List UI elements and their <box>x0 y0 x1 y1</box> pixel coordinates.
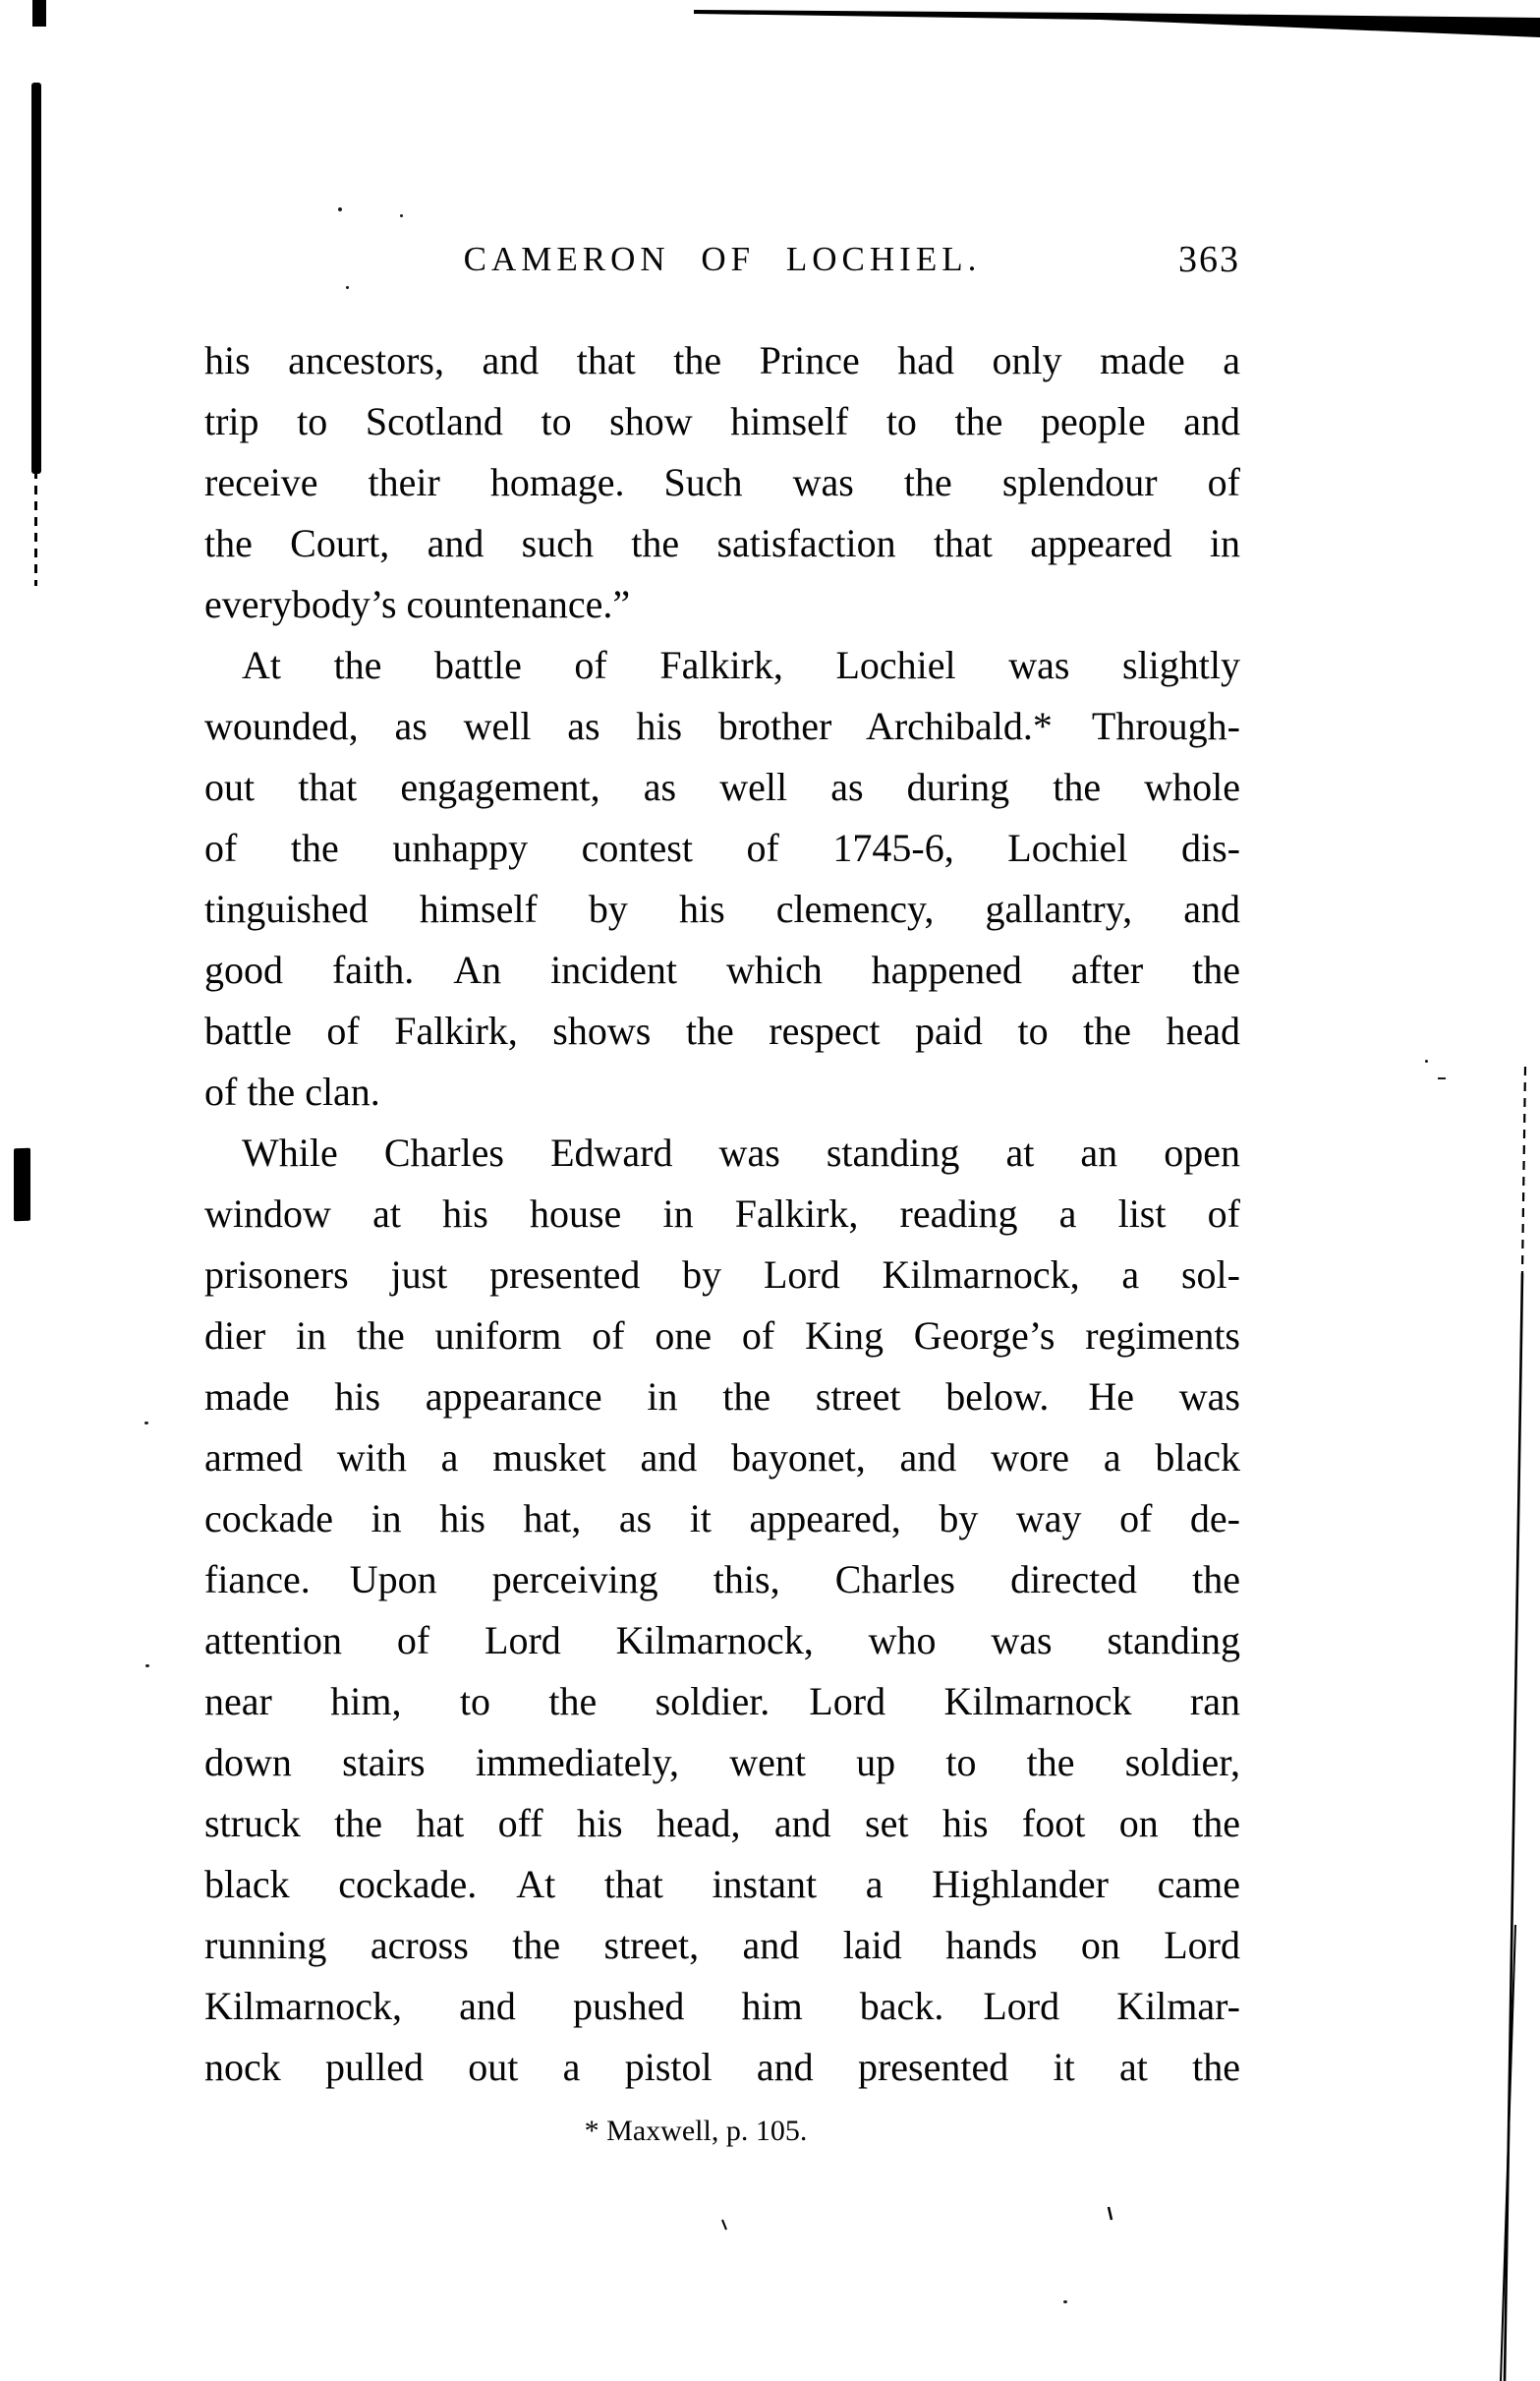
text-line: prisoners just presented by Lord Kilmarnock, a sol- <box>204 1252 1240 1297</box>
text-line: While Charles Edward was standing at an open <box>242 1131 1240 1175</box>
text-line: attention of Lord Kilmarnock, who was standing <box>204 1618 1240 1662</box>
text-line: running across the street, and laid hands on Lord <box>204 1923 1240 1967</box>
text-line: window at his house in Falkirk, reading a list of <box>204 1191 1240 1236</box>
scan-artifact-right-line-2 <box>1501 1925 1515 2381</box>
dust-speck <box>346 286 349 289</box>
scan-artifact-right-line <box>1505 1273 1522 2381</box>
text-line: fiance. Upon perceiving this, Charles directed the <box>204 1557 1240 1601</box>
scan-artifact-left-bar-thin <box>34 470 37 586</box>
scan-artifact-right-line-dashed <box>1522 1067 1525 1273</box>
text-line: near him, to the soldier. Lord Kilmarnock ran <box>204 1679 1240 1723</box>
page-number: 363 <box>1178 239 1240 280</box>
dust-speck <box>400 214 403 217</box>
dust-speck <box>1425 1060 1428 1063</box>
text-line: of the clan. <box>204 1070 380 1114</box>
scan-artifact-tick-2 <box>722 2220 726 2230</box>
text-line: out that engagement, as well as during the whole <box>204 765 1240 809</box>
running-head <box>204 240 1240 291</box>
body-text <box>204 330 1240 2098</box>
text-line: battle of Falkirk, shows the respect paid to the head <box>204 1009 1240 1053</box>
scan-artifact-left-blob <box>14 1148 30 1222</box>
text-line: cockade in his hat, as it appeared, by way of de- <box>204 1496 1240 1540</box>
text-line: dier in the uniform of one of King George’s regiments <box>204 1313 1240 1358</box>
dust-speck <box>144 1422 148 1424</box>
dust-speck <box>1438 1077 1446 1079</box>
dust-speck <box>145 1664 149 1667</box>
text-line: armed with a musket and bayonet, and wore a black <box>204 1435 1240 1480</box>
text-line: struck the hat off his head, and set his foot on the <box>204 1801 1240 1845</box>
text-line: the Court, and such the satisfaction that appeared in <box>204 521 1240 565</box>
text-line: down stairs immediately, went up to the soldier, <box>204 1740 1240 1784</box>
text-line: everybody’s countenance.” <box>204 582 631 626</box>
text-line: made his appearance in the street below. He was <box>204 1374 1240 1419</box>
text-line: black cockade. At that instant a Highlander came <box>204 1862 1240 1906</box>
text-line: Kilmarnock, and pushed him back. Lord Kilmar- <box>204 1984 1240 2028</box>
chapter-title: CAMERON OF LOCHIEL. <box>463 240 982 278</box>
text-line: At the battle of Falkirk, Lochiel was slightly <box>242 643 1240 687</box>
dust-speck <box>1063 2300 1067 2303</box>
scan-artifact-tick <box>1109 2207 1112 2220</box>
scan-artifact-left-bar <box>31 83 41 474</box>
scan-artifact-top-bar <box>694 10 1540 37</box>
scan-artifact-top-left-corner <box>32 0 46 27</box>
footnote: * Maxwell, p. 105. <box>584 2115 808 2147</box>
text-line: tinguished himself by his clemency, gallantry, and <box>204 887 1240 931</box>
text-line: receive their homage. Such was the splendour of <box>204 460 1240 504</box>
text-line: trip to Scotland to show himself to the people and <box>204 399 1240 443</box>
dust-speck <box>338 207 342 211</box>
text-line: good faith. An incident which happened after the <box>204 948 1240 992</box>
text-line: wounded, as well as his brother Archibald.* Through- <box>204 704 1240 748</box>
text-line: his ancestors, and that the Prince had only made a <box>204 338 1240 382</box>
text-line: of the unhappy contest of 1745-6, Lochiel dis- <box>204 826 1240 870</box>
text-line: nock pulled out a pistol and presented it at the <box>204 2045 1240 2089</box>
